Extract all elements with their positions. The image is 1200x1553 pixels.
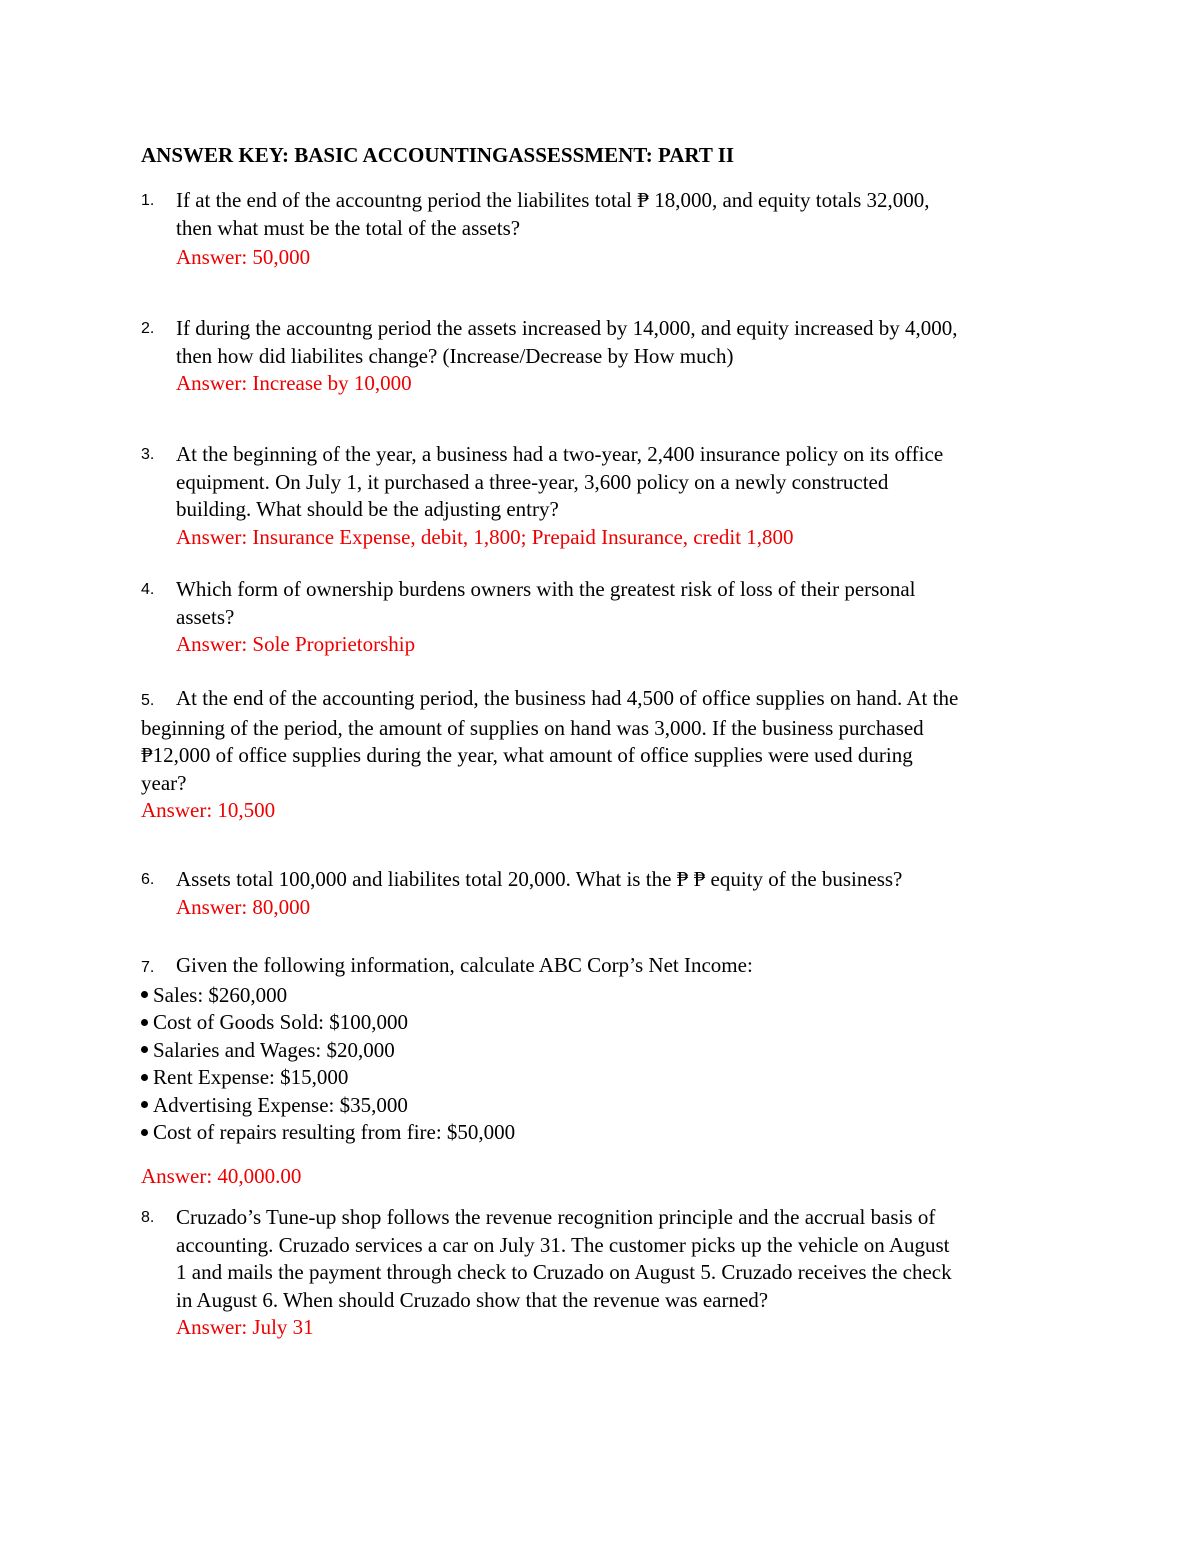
bullet-icon bbox=[141, 991, 148, 998]
list-item: Advertising Expense: $35,000 bbox=[141, 1092, 1071, 1120]
question-text-line: year? bbox=[141, 770, 187, 795]
question-text-line: If at the end of the accountng period the liabilites total ₱ 18,000, and equity totals 32,000, bbox=[176, 188, 930, 212]
document-title: ANSWER KEY: BASIC ACCOUNTINGASSESSMENT: PART II bbox=[141, 143, 735, 167]
question-text-line: then what must be the total of the assets? bbox=[176, 215, 521, 240]
question-text-line: equipment. On July 1, it purchased a three-year, 3,600 policy on a newly constructed bbox=[176, 469, 889, 494]
question-text-line: beginning of the period, the amount of supplies on hand was 3,000. If the business purchased bbox=[141, 715, 924, 740]
answer-text: Answer: 50,000 bbox=[176, 245, 311, 269]
list-item: Cost of repairs resulting from fire: $50,000 bbox=[141, 1119, 1071, 1147]
question-7 bbox=[141, 952, 1071, 1190]
question-text-line: in August 6. When should Cruzado show that the revenue was earned? bbox=[176, 1287, 769, 1312]
answer-text: Answer: Sole Proprietorship bbox=[176, 632, 416, 656]
question-4 bbox=[141, 576, 1071, 659]
question-5 bbox=[141, 685, 1071, 825]
question-1 bbox=[141, 187, 1071, 272]
bullet-icon bbox=[141, 1129, 148, 1136]
list-item: Salaries and Wages: $20,000 bbox=[141, 1037, 1071, 1065]
question-3 bbox=[141, 441, 1071, 551]
question-2 bbox=[141, 315, 1071, 398]
question-number: 6. bbox=[141, 871, 155, 888]
question-number: 1. bbox=[141, 192, 155, 209]
bullet-icon bbox=[141, 1101, 148, 1108]
question-number: 8. bbox=[141, 1209, 155, 1226]
income-items-list bbox=[141, 982, 1071, 1147]
question-text-line: assets? bbox=[176, 604, 235, 629]
bullet-icon bbox=[141, 1074, 148, 1081]
list-item: Sales: $260,000 bbox=[141, 982, 1071, 1010]
question-number: 4. bbox=[141, 581, 155, 598]
bullet-icon bbox=[141, 1019, 148, 1026]
answer-text: Answer: Insurance Expense, debit, 1,800; Prepaid Insurance, credit 1,800 bbox=[176, 524, 794, 549]
question-text-line: 1 and mails the payment through check to Cruzado on August 5. Cruzado receives the check bbox=[176, 1260, 952, 1284]
list-item: Cost of Goods Sold: $100,000 bbox=[141, 1009, 1071, 1037]
question-number: 2. bbox=[141, 320, 155, 337]
question-6 bbox=[141, 866, 1071, 921]
question-text-line: Assets total 100,000 and liabilites total 20,000. What is the ₱ ₱ equity of the business? bbox=[176, 867, 903, 891]
question-text-line: If during the accountng period the assets increased by 14,000, and equity increased by 4,000, bbox=[176, 316, 958, 340]
answer-text: Answer: 40,000.00 bbox=[141, 1163, 302, 1188]
question-number: 3. bbox=[141, 446, 155, 463]
question-number: 5. bbox=[141, 692, 155, 709]
question-number: 7. bbox=[141, 959, 155, 976]
answer-text: Answer: July 31 bbox=[176, 1315, 314, 1339]
question-text-line: then how did liabilites change? (Increase/Decrease by How much) bbox=[176, 343, 734, 368]
question-text-line: accounting. Cruzado services a car on July 31. The customer picks up the vehicle on August bbox=[176, 1232, 950, 1257]
question-text-line: At the end of the accounting period, the business had 4,500 of office supplies on hand. At the bbox=[176, 686, 959, 710]
question-text-line: Cruzado’s Tune-up shop follows the revenue recognition principle and the accrual basis of bbox=[176, 1205, 936, 1229]
bullet-icon bbox=[141, 1046, 148, 1053]
answer-text: Answer: 80,000 bbox=[176, 894, 311, 919]
question-text-line: building. What should be the adjusting entry? bbox=[176, 497, 559, 521]
question-8 bbox=[141, 1204, 1071, 1342]
list-item: Rent Expense: $15,000 bbox=[141, 1064, 1071, 1092]
question-text-line: ₱12,000 of office supplies during the year, what amount of office supplies were used during bbox=[141, 743, 913, 767]
answer-text: Answer: Increase by 10,000 bbox=[176, 371, 412, 395]
question-text-line: Given the following information, calculate ABC Corp’s Net Income: bbox=[176, 953, 753, 977]
answer-text: Answer: 10,500 bbox=[141, 798, 276, 822]
question-text-line: Which form of ownership burdens owners with the greatest risk of loss of their personal bbox=[176, 577, 916, 601]
question-text-line: At the beginning of the year, a business had a two-year, 2,400 insurance policy on its office bbox=[176, 442, 944, 466]
